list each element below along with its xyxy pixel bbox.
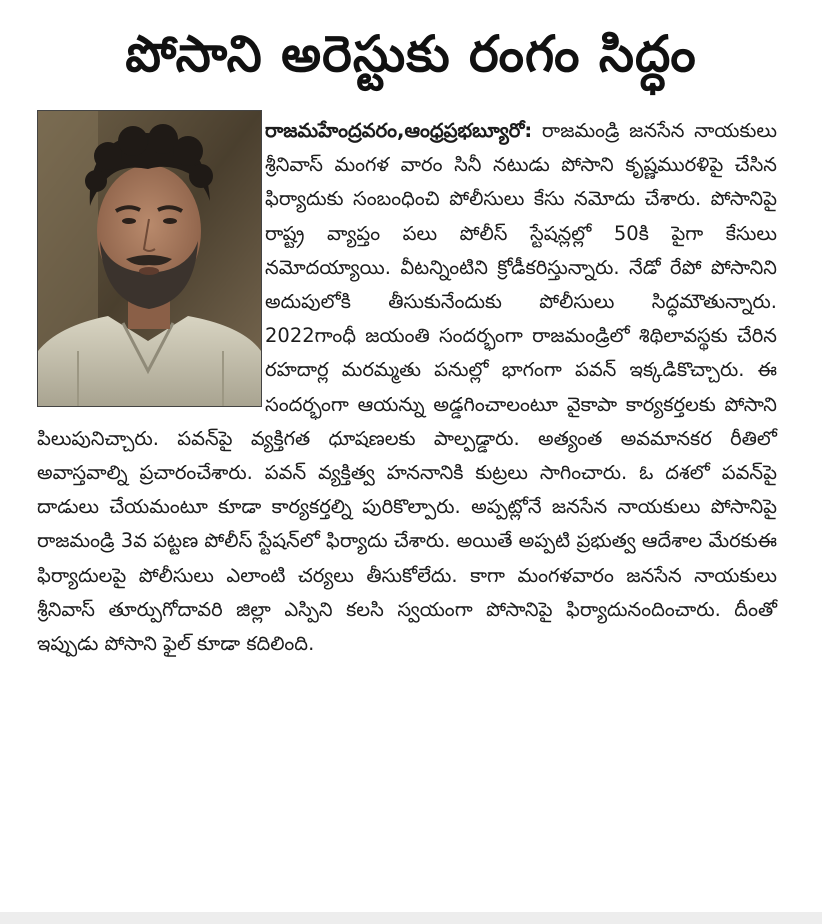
bottom-bar <box>0 912 822 924</box>
article-text: రాజమండ్రి జనసేన నాయకులు శ్రీనివాస్ మంగళ వారం సినీ నటుడు పోసాని కృష్ణమురళిపై చేసిన ఫిర్యాదుకు సంబంధించి పోలీసులు కేసు నమోదు చేశారు. పోసానిపై రాష్ట్ర వ్యాప్తం పలు పోలీస్ స్టేషన్లల్లో 50కి పైగా కేసులు నమోదయ్యాయి. వీటన్నింటిని క్రోడీకరిస్తున్నారు. నేడో రేపో పోసానిని అదుపులోకి తీసుకునేందుకు పోలీసులు సిద్ధమౌతున్నారు. 2022గాంధీ జయంతి సందర్భంగా రాజమండ్రిలో శిథిలావస్థకు చేరిన రహదార్ల మరమ్మతు పనుల్లో భాగంగా పవన్ ఇక్కడికొచ్చారు. ఈ సందర్భంగా ఆయన్ను అడ్డగించాలంటూ వైకాపా కార్యకర్తలకు పోసాని పిలుపునిచ్చారు. పవన్‌పై వ్యక్తిగత ధూషణలకు పాల్పడ్డారు. అత్యంత అవమానకర రీతిలో అవాస్తవాల్ని ప్రచారంచేశారు. పవన్ వ్యక్తిత్వ హననానికి కుట్రలు సాగించారు. ఓ దశలో పవన్‌పై దాడులు చేయమంటూ కూడా కార్యకర్తల్ని పురికొల్పారు. అప్పట్లోనే జనసేన నాయకులు పోసానిపై రాజమండ్రి 3వ పట్టణ పోలీస్ స్టేషన్‌లో ఫిర్యాదు చేశారు. అయితే అప్పటి ప్రభుత్వ ఆదేశాల మేరకుఈ ఫిర్యాదులపై పోలీసులు ఎలాంటి చర్యలు తీసుకోలేదు. కాగా మంగళవారం జనసేన నాయకులు శ్రీనివాస్ తూర్పుగోదావరి జిల్లా ఎస్పిని కలసి స్వయంగా పోసానిపై ఫిర్యాదునందించారు. దీంతో ఇప్పుడు పోసాని ఫైల్ కూడా కదిలింది. <box>37 119 777 656</box>
article-body <box>37 114 777 661</box>
article-dateline: రాజమహేంద్రవరం,ఆంధ్రప్రభబ్యూరో: <box>265 119 533 142</box>
article-headline: పోసాని అరెస్టుకు రంగం సిద్ధం <box>125 25 697 83</box>
photo-spacer <box>37 114 265 414</box>
